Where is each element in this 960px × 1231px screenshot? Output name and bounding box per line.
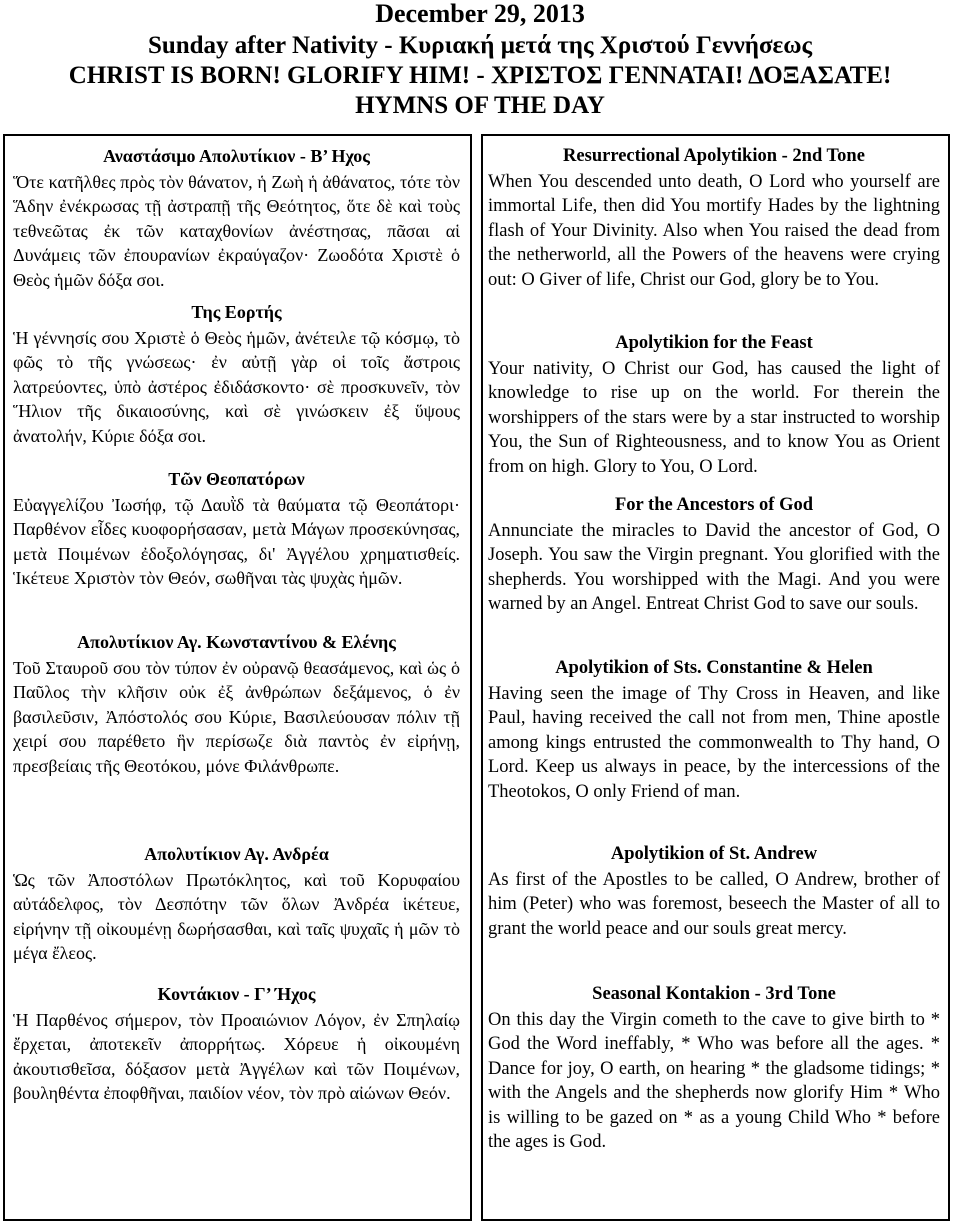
- section-title: Apolytikion for the Feast: [615, 333, 813, 353]
- section-text: Your nativity, O Christ our God, has caused the light of knowledge to rise up on the world. For therein the worshippers of the stars were by a star instructed to worship You, the Sun of Righteousness, and to know You as Orient from on high. Glory to You, O Lord.: [488, 359, 940, 477]
- section-text: Ὡς τῶν Ἀποστόλων Πρωτόκλητος, καὶ τοῦ Κορυφαίου αὐτάδελφος, τὸν Δεσπότην τῶν ὅλων Ἀνδρέα ἱκέτευε, εἰρήνην τῇ οἰκουμένῃ δωρήσασθαι, καὶ ταῖς ψυχαῖς ἡ μῶν τὸ μέγα ἔλεος.: [13, 870, 460, 964]
- hymns-heading: HYMNS OF THE DAY: [355, 92, 605, 119]
- english-section-ancestors: [483, 493, 948, 617]
- section-text: Ὅτε κατῆλθες πρὸς τὸν θάνατον, ἡ Ζωὴ ἡ ἀθάνατος, τότε τὸν Ἅδην ἐνέκρωσας τῇ ἀστραπῇ τῆς Θεότητος, ὅτε δὲ καὶ τοὺς τεθνεῶτας ἐκ τῶν καταχθονίων ἀνέστησας, πᾶσαι αἱ Δυνάμεις τῶν ἐπουρανίων ἐκραύγαζον· Ζωοδότα Χριστὲ ὁ Θεὸς ἡμῶν δόξα σοι.: [13, 172, 460, 290]
- section-text: Ἡ γέννησίς σου Χριστὲ ὁ Θεὸς ἡμῶν, ἀνέτειλε τῷ κόσμῳ, τὸ φῶς τὸ τῆς γνώσεως· ἐν αὐτῇ γὰρ οἱ τοῖς ἄστροις λατρεύοντες, ὑπὸ ἀστέρος ἐδιδάσκοντο· σὲ προσκυνεῖν, τὸν Ἥλιον τῆς δικαιοσύνης, καὶ σὲ γινώσκειν ἐξ ὕψους ἀνατολήν, Κύριε δόξα σοι.: [13, 328, 460, 446]
- english-section-kontakion: [483, 982, 948, 1154]
- greek-section-constantine: [5, 630, 470, 778]
- section-title: Απολυτίκιον Αγ. Ανδρέα: [144, 844, 329, 864]
- section-text: When You descended unto death, O Lord who yourself are immortal Life, then did You mortify Hades by the lightning flash of Your Divinity. Also when You raised the dead from the netherworld, all the Powers of the heavens were crying out: O Giver of life, Christ our God, glory be to You.: [488, 172, 940, 290]
- section-title: Κοντάκιον - Γ’ Ήχος: [157, 984, 316, 1004]
- greek-section-resurrectional: [5, 144, 470, 292]
- english-section-andrew: [483, 842, 948, 941]
- section-title: For the Ancestors of God: [615, 495, 813, 515]
- greeting-heading: CHRIST IS BORN! GLORIFY HIM! - ΧΡΙΣΤΟΣ ΓΕΝΝΑΤΑΙ! ΔΟΞΑΣΑΤΕ!: [68, 62, 892, 89]
- subtitle-heading: Sunday after Nativity - Κυριακή μετά της Χριστού Γεννήσεως: [147, 32, 813, 59]
- english-section-resurrectional: [483, 144, 948, 292]
- greek-column: [3, 134, 472, 1221]
- english-section-constantine: [483, 656, 948, 804]
- section-title: Apolytikion of Sts. Constantine & Helen: [555, 658, 873, 678]
- greek-section-kontakion: [5, 982, 470, 1106]
- section-title: Της Εορτής: [191, 302, 282, 322]
- section-title: Τῶν Θεοπατόρων: [168, 469, 305, 489]
- section-title: Απολυτίκιον Αγ. Κωνσταντίνου & Ελένης: [77, 632, 396, 652]
- section-text: Ἡ Παρθένος σήμερον, τὸν Προαιώνιον Λόγον, ἐν Σπηλαίῳ ἔρχεται, ἀποτεκεῖν ἀπορρήτως. Χόρευε ἡ οἰκουμένη ἀκουτισθεῖσα, δόξασον μετὰ Ἀγγέλων καὶ τῶν Ποιμένων, βουληθέντα ἐποφθῆναι, παιδίον νέον, τὸν πρὸ αἰώνων Θεόν.: [13, 1010, 460, 1104]
- section-text: Having seen the image of Thy Cross in Heaven, and like Paul, having received the call not from men, Thine apostle among kings entrusted the commonwealth to Thy hand, O Lord. Keep us always in peace, by the intercessions of the Theotokos, O only Friend of man.: [488, 684, 940, 802]
- section-text: On this day the Virgin cometh to the cave to give birth to * God the Word ineffably, * Who was before all the ages. * Dance for joy, O earth, on hearing * the gladsome tidings; * with the Angels and the shepherds now glorify Him * Who is willing to be gazed on * as a young Child Who * before the ages is God.: [488, 1010, 940, 1153]
- greek-section-ancestors: [5, 467, 470, 591]
- english-column: [481, 134, 950, 1221]
- section-title: Apolytikion of St. Andrew: [610, 844, 818, 864]
- section-title: Resurrectional Apolytikion - 2nd Tone: [563, 146, 865, 166]
- english-section-feast: [483, 331, 948, 479]
- greek-section-feast: [5, 300, 470, 448]
- section-title: Αναστάσιμο Απολυτίκιον - Β’ Ηχος: [103, 146, 370, 166]
- section-text: As first of the Apostles to be called, O Andrew, brother of him (Peter) who was foremost, beseech the Master of all to grant the world peace and our souls great mercy.: [488, 870, 940, 939]
- greek-section-andrew: [5, 842, 470, 966]
- section-text: Εὐαγγελίζου Ἰωσήφ, τῷ Δαυῒδ τὰ θαύματα τῷ Θεοπάτορι· Παρθένον εἶδες κυοφορήσασαν, μετὰ Μάγων προσεκύνησας, μετὰ Ποιμένων ἐδοξολόγησας, δι' Ἀγγέλου χρηματισθείς. Ἱκέτευε Χριστὸν τὸν Θεόν, σωθῆναι τὰς ψυχὰς ἡμῶν.: [13, 495, 460, 589]
- section-title: Seasonal Kontakion - 3rd Tone: [592, 984, 836, 1004]
- section-text: Annunciate the miracles to David the ancestor of God, O Joseph. You saw the Virgin pregnant. You glorified with the shepherds. You worshipped with the Magi. And you were warned by an Angel. Entreat Christ God to save our souls.: [488, 521, 940, 615]
- section-text: Τοῦ Σταυροῦ σου τὸν τύπον ἐν οὐρανῷ θεασάμενος, καὶ ὡς ὁ Παῦλος τὴν κλῆσιν οὐκ ἐξ ἀνθρώπων δεξάμενος, ὁ ἐν βασιλεῦσιν, Ἀπόστολός σου Κύριε, Βασιλεύουσαν πόλιν τῇ χειρί σου παρέθετο ἣν περίσωζε διὰ παντὸς ἐν εἰρήνῃ, πρεσβείαις τῆς Θεοτόκου, μόνε Φιλάνθρωπε.: [13, 658, 460, 776]
- date-heading: December 29, 2013: [375, 0, 585, 28]
